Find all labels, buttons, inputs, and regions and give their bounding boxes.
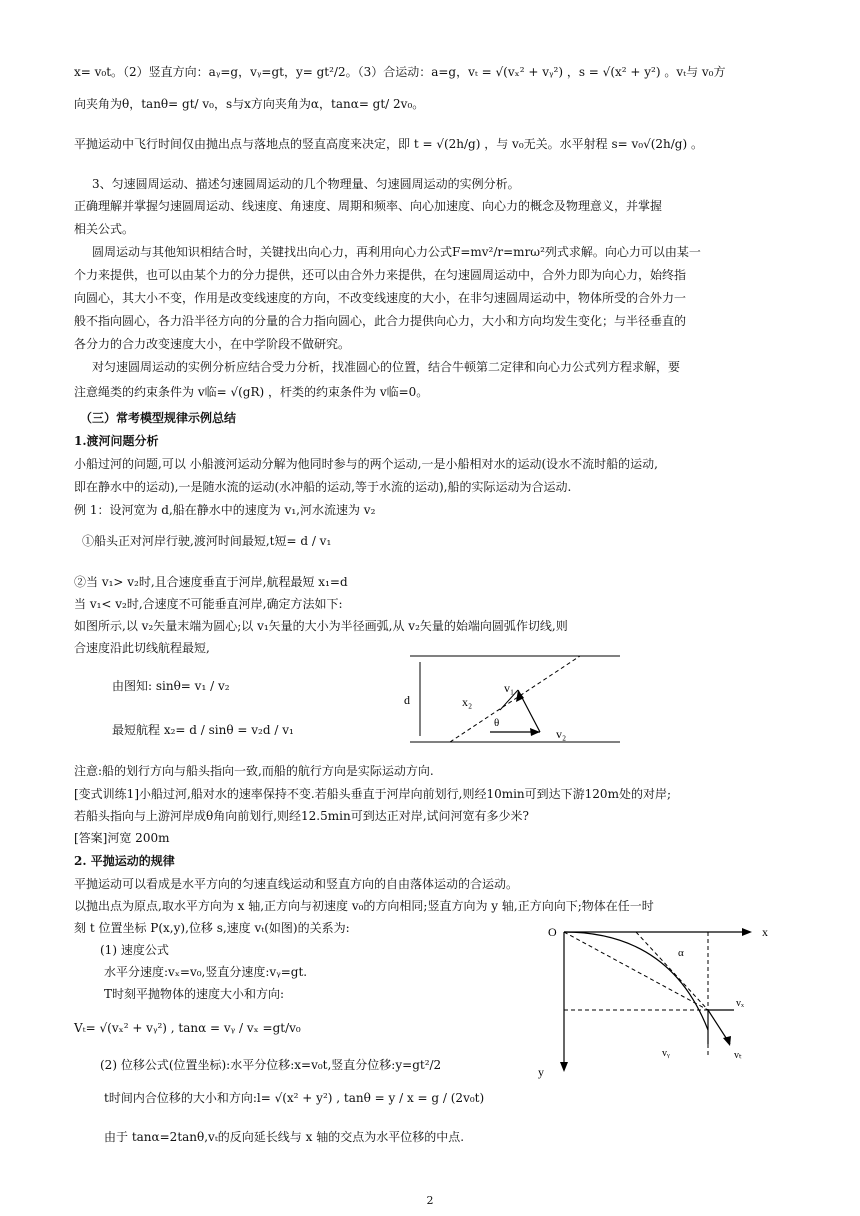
label-vy: vᵧ xyxy=(662,1048,670,1059)
text-line: 由于 tanα=2tanθ,vₜ的反向延长线与 x 轴的交点为水平位移的中点. xyxy=(104,1130,465,1144)
text-line: (1) 速度公式 xyxy=(100,943,169,957)
text-line: 刻 t 位置坐标 P(x,y),位移 s,速度 vₜ(如图)的关系为: xyxy=(74,921,350,935)
label-y-axis: y xyxy=(538,1065,544,1079)
text-line: 小船过河的问题,可以 小船渡河运动分解为他同时参与的两个运动,一是小船相对水的运动(设水不流时船的运动, xyxy=(74,457,658,471)
text-line: 相关公式。 xyxy=(74,222,135,236)
text-line: 由图知: sinθ= v₁ / v₂ xyxy=(112,679,230,693)
label-theta: θ xyxy=(494,717,500,729)
text-line: 般不指向圆心，各力沿半径方向的分量的合力指向圆心，此合力提供向心力，大小和方向均发生变化；与半径垂直的 xyxy=(74,314,687,328)
text-line: 当 v₁< v₂时,合速度不可能垂直河岸,确定方法如下: xyxy=(74,597,343,611)
text-line: 例 1：设河宽为 d,船在静水中的速度为 v₁,河水流速为 v₂ xyxy=(74,503,376,517)
text-line: ①船头正对河岸行驶,渡河时间最短,t短= d / v₁ xyxy=(82,534,332,548)
text-line: Vₜ= √(vₓ² + vᵧ²) , tanα = vᵧ / vₓ =gt/v₀ xyxy=(74,1021,301,1035)
label-vx: vₓ xyxy=(736,998,744,1009)
text-line: [答案]河宽 200m xyxy=(74,831,170,845)
text-line: 1.渡河问题分析 xyxy=(74,434,159,448)
text-line: 注意:船的划行方向与船头指向一致,而船的航行方向是实际运动方向. xyxy=(74,764,434,778)
text-line: 3、匀速圆周运动、描述匀速圆周运动的几个物理量、匀速圆周运动的实例分析。 xyxy=(92,177,520,191)
text-line: 最短航程 x₂= d / sinθ = v₂d / v₁ xyxy=(112,723,294,737)
text-line: 合速度沿此切线航程最短, xyxy=(74,641,210,655)
text-line: ②当 v₁> v₂时,且合速度垂直于河岸,航程最短 x₁=d xyxy=(74,575,348,589)
text-line: 如图所示,以 v₂矢量末端为圆心;以 v₁矢量的大小为半径画弧,从 v₂矢量的始端向圆弧作切线,则 xyxy=(74,619,568,633)
text-line: 圆周运动与其他知识相结合时，关键找出向心力，再利用向心力公式F=mv²/r=mrω²列式求解。向心力可以由某一 xyxy=(92,245,701,259)
label-d: d xyxy=(404,693,410,707)
text-line: 对匀速圆周运动的实例分析应结合受力分析，找准圆心的位置，结合牛顿第二定律和向心力公式列方程求解，要 xyxy=(92,360,681,374)
text-line: （三）常考模型规律示例总结 xyxy=(80,411,237,425)
text-line: 注意绳类的约束条件为 v临= √(gR) ，杆类的约束条件为 v临=0。 xyxy=(74,385,429,399)
label-O: O xyxy=(548,925,557,939)
page-number: 2 xyxy=(426,1194,434,1207)
label-alpha: α xyxy=(678,947,684,959)
text-line: 正确理解并掌握匀速圆周运动、线速度、角速度、周期和频率、向心加速度、向心力的概念及物理意义，并掌握 xyxy=(74,199,663,213)
text-line: 各分力的合力改变速度大小，在中学阶段不做研究。 xyxy=(74,337,351,351)
text-line: 向圆心，其大小不变，作用是改变线速度的方向，不改变线速度的大小，在非匀速圆周运动中，物体所受的合外力一 xyxy=(74,291,687,305)
text-line: [变式训练1]小船过河,船对水的速率保持不变.若船头垂直于河岸向前划行,则经10min可到达下游120m处的对岸; xyxy=(74,787,671,801)
text-line: 向夹角为θ，tanθ= gt/ v₀，s与x方向夹角为α，tanα= gt/ 2v₀。 xyxy=(74,97,425,111)
label-v2: v₂ xyxy=(556,727,567,741)
text-line: 水平分速度:vₓ=v₀,竖直分速度:vᵧ=gt. xyxy=(104,965,308,979)
label-v1: v₁ xyxy=(504,681,515,695)
text-line: 即在静水中的运动),一是随水流的运动(水冲船的运动,等于水流的运动),船的实际运动为合运动. xyxy=(74,480,572,494)
label-x-axis: x xyxy=(762,925,768,939)
text-line: (2) 位移公式(位置坐标):水平分位移:x=v₀t,竖直分位移:y=gt²/2 xyxy=(100,1058,442,1072)
label-x2: x₂ xyxy=(462,695,473,709)
text-line: x= v₀t。（2）竖直方向：aᵧ=g，vᵧ=gt，y= gt²/2。（3）合运动：a=g，vₜ = √(vₓ² + vᵧ²) ，s = √(x² + y²) 。vₜ与 v₀方 xyxy=(74,65,726,79)
text-line: 若船头指向与上游河岸成θ角向前划行,则经12.5min可到达正对岸,试问河宽有多少米? xyxy=(74,809,529,823)
text-line: t时间内合位移的大小和方向:l= √(x² + y²) , tanθ = y / x = g / (2v₀t) xyxy=(104,1091,485,1105)
text-line: 以抛出点为原点,取水平方向为 x 轴,正方向与初速度 v₀的方向相同;竖直方向为 y 轴,正方向向下;物体在任一时 xyxy=(74,899,654,913)
projectile-figure xyxy=(540,920,790,1080)
text-line: 2. 平抛运动的规律 xyxy=(74,854,175,868)
river-crossing-figure xyxy=(400,650,630,750)
text-line: 平抛运动可以看成是水平方向的匀速直线运动和竖直方向的自由落体运动的合运动。 xyxy=(74,877,519,891)
label-vt: vₜ xyxy=(734,1050,742,1061)
text-line: 个力来提供，也可以由某个力的分力提供，还可以由合外力来提供，在匀速圆周运动中，合外力即为向心力，始终指 xyxy=(74,268,687,282)
text-line: T时刻平抛物体的速度大小和方向: xyxy=(104,987,285,1001)
text-line: 平抛运动中飞行时间仅由抛出点与落地点的竖直高度来决定，即 t = √(2h/g) ，与 v₀无关。水平射程 s= v₀√(2h/g) 。 xyxy=(74,137,703,151)
